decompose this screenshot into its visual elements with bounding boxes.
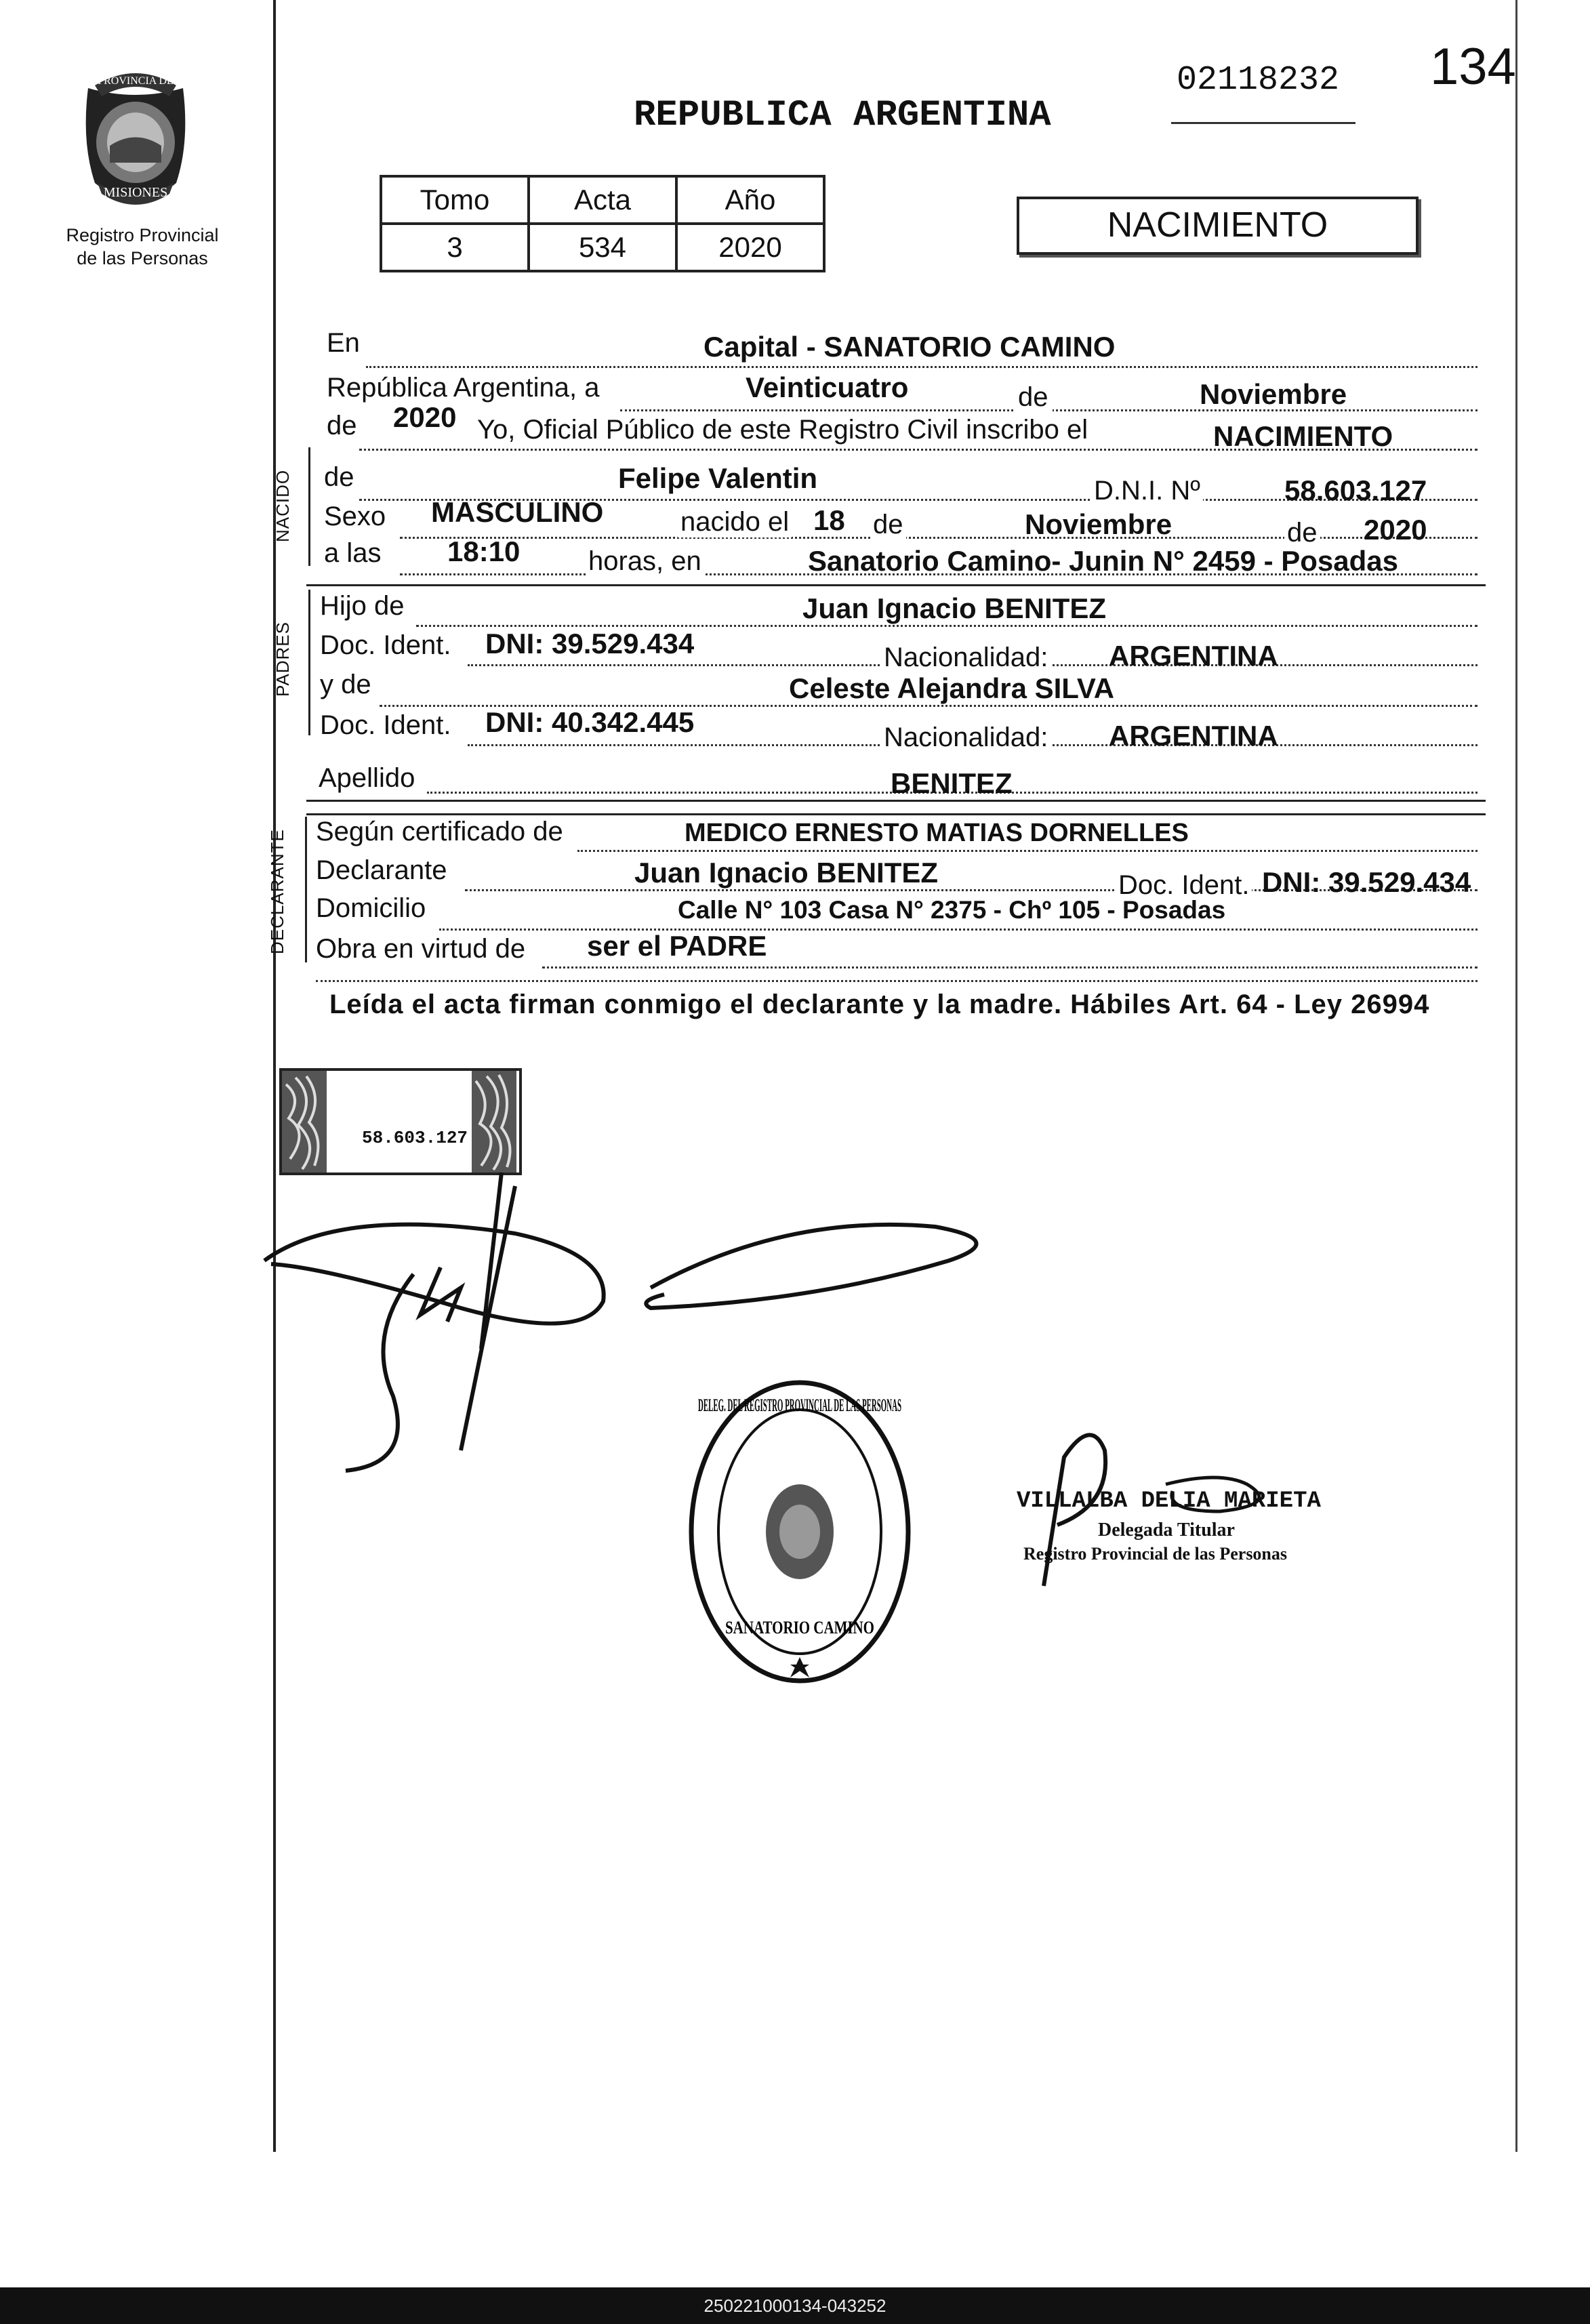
registry-table <box>380 175 825 272</box>
declarante-name-value: Juan Ignacio BENITEZ <box>634 857 939 889</box>
section-label-padres: PADRES <box>272 621 293 697</box>
section-separator <box>306 800 1486 802</box>
nacido-el-label: nacido el <box>678 507 792 537</box>
table-cell-tomo: 3 <box>381 224 529 271</box>
child-name-value: Felipe Valentin <box>618 462 818 494</box>
logo-caption-line1: Registro Provincial <box>66 225 219 245</box>
document-footer-code: 250221000134-043252 <box>0 2287 1590 2324</box>
apellido-value: BENITEZ <box>891 767 1013 799</box>
birth-time-value: 18:10 <box>447 535 521 567</box>
mother-doc-value: DNI: 40.342.445 <box>485 706 695 738</box>
doc-ident-label: Doc. Ident. <box>320 630 451 660</box>
father-nationality-value: ARGENTINA <box>1109 640 1278 672</box>
table-header: Tomo <box>381 176 529 224</box>
section-bracket-nacido <box>308 447 310 566</box>
logo-bottom-text: MISIONES <box>103 185 168 200</box>
certificado-value: MEDICO ERNESTO MATIAS DORNELLES <box>685 819 1189 847</box>
horas-en-label: horas, en <box>586 546 704 577</box>
child-dni-value: 58.603.127 <box>1284 474 1427 506</box>
de-label: de <box>870 510 906 540</box>
logo-top-text: PROVINCIA DE <box>98 75 174 87</box>
dotted-line <box>416 625 1477 627</box>
table-cell-acta: 534 <box>529 224 676 271</box>
year-value: 2020 <box>393 401 457 433</box>
right-margin-line <box>1515 0 1517 2152</box>
section-separator <box>306 813 1486 815</box>
place-value: Capital - SANATORIO CAMINO <box>704 331 1116 363</box>
dotted-line <box>577 850 1477 852</box>
nacionalidad-label: Nacionalidad: <box>881 722 1051 753</box>
de-label-2: de <box>327 411 357 441</box>
section-separator <box>306 584 1486 586</box>
mother-name-value: Celeste Alejandra SILVA <box>789 672 1115 704</box>
country-title: REPUBLICA ARGENTINA <box>634 95 1051 136</box>
section-bracket-declarante <box>305 817 307 962</box>
section-bracket-padres <box>308 590 310 735</box>
en-label: En <box>327 328 360 358</box>
registry-number: 02118232 <box>1177 61 1340 100</box>
left-margin-line <box>273 0 276 2152</box>
doc-ident-label: Doc. Ident. <box>320 710 451 740</box>
father-name-value: Juan Ignacio BENITEZ <box>802 592 1107 624</box>
certificado-label: Según certificado de <box>316 817 563 847</box>
month-value: Noviembre <box>1200 378 1347 410</box>
closing-text: Leída el acta firman conmigo el declarante y la madre. Hábiles Art. 64 - Ley 26994 <box>329 990 1430 1019</box>
sexo-value: MASCULINO <box>431 496 604 528</box>
table-cell-anio: 2020 <box>676 224 824 271</box>
fingerprint-label: 58.603.127 <box>362 1128 468 1148</box>
declarante-doc-value: DNI: 39.529.434 <box>1262 866 1471 898</box>
declarante-label: Declarante <box>316 855 447 885</box>
official-role: Delegada Titular <box>1098 1520 1235 1541</box>
domicilio-value: Calle N° 103 Casa N° 2375 - Chº 105 - Posadas <box>678 896 1226 924</box>
section-label-declarante: DECLARANTE <box>267 829 287 954</box>
domicilio-label: Domicilio <box>316 893 426 923</box>
father-doc-value: DNI: 39.529.434 <box>485 628 695 659</box>
de-label-2: de <box>1284 518 1320 548</box>
inscribo-text: Yo, Oficial Público de este Registro Civil inscribo el <box>474 415 1090 445</box>
birth-place-value: Sanatorio Camino- Junin N° 2459 - Posadas <box>808 545 1399 577</box>
official-name: VILLALBA DELIA MARIETA <box>1017 1488 1321 1514</box>
logo-caption <box>41 224 244 270</box>
birth-day-value: 18 <box>813 504 845 536</box>
birth-month-value: Noviembre <box>1025 508 1173 540</box>
registry-number-box <box>1171 41 1355 124</box>
section-label-nacido: NACIDO <box>272 469 293 542</box>
mother-nationality-value: ARGENTINA <box>1109 720 1278 752</box>
dotted-line <box>542 966 1477 969</box>
dotted-line <box>366 366 1477 368</box>
table-header: Año <box>676 176 824 224</box>
official-seal-icon <box>678 1369 922 1694</box>
y-de-label: y de <box>320 670 371 699</box>
hijo-de-label: Hijo de <box>320 591 405 621</box>
obra-value: ser el PADRE <box>587 930 767 962</box>
act-word-value: NACIMIENTO <box>1213 420 1393 452</box>
logo-caption-line2: de las Personas <box>77 248 208 268</box>
sexo-label: Sexo <box>324 502 386 531</box>
page-number: 134 <box>1430 38 1516 96</box>
seal-outer-text: DELEG. DEL REGISTRO PROVINCIAL DE LAS PERSONAS <box>698 1395 901 1415</box>
table-header: Acta <box>529 176 676 224</box>
de-label: de <box>324 462 354 492</box>
day-words-value: Veinticuatro <box>746 371 909 403</box>
republica-label: República Argentina, a <box>327 373 600 403</box>
seal-inner-text: SANATORIO CAMINO <box>725 1618 874 1637</box>
birth-year-value: 2020 <box>1364 514 1427 546</box>
obra-label: Obra en virtud de <box>316 934 526 964</box>
nacionalidad-label: Nacionalidad: <box>881 643 1051 673</box>
doc-ident-label: Doc. Ident. <box>1116 870 1252 901</box>
act-type-box: NACIMIENTO <box>1017 197 1419 255</box>
official-office: Registro Provincial de las Personas <box>1023 1544 1288 1564</box>
province-shield-logo <box>68 61 203 217</box>
dotted-line <box>316 980 1477 982</box>
dni-label: D.N.I. Nº <box>1091 476 1203 506</box>
de-label: de <box>1014 382 1053 413</box>
a-las-label: a las <box>324 538 382 568</box>
apellido-label: Apellido <box>319 763 415 793</box>
